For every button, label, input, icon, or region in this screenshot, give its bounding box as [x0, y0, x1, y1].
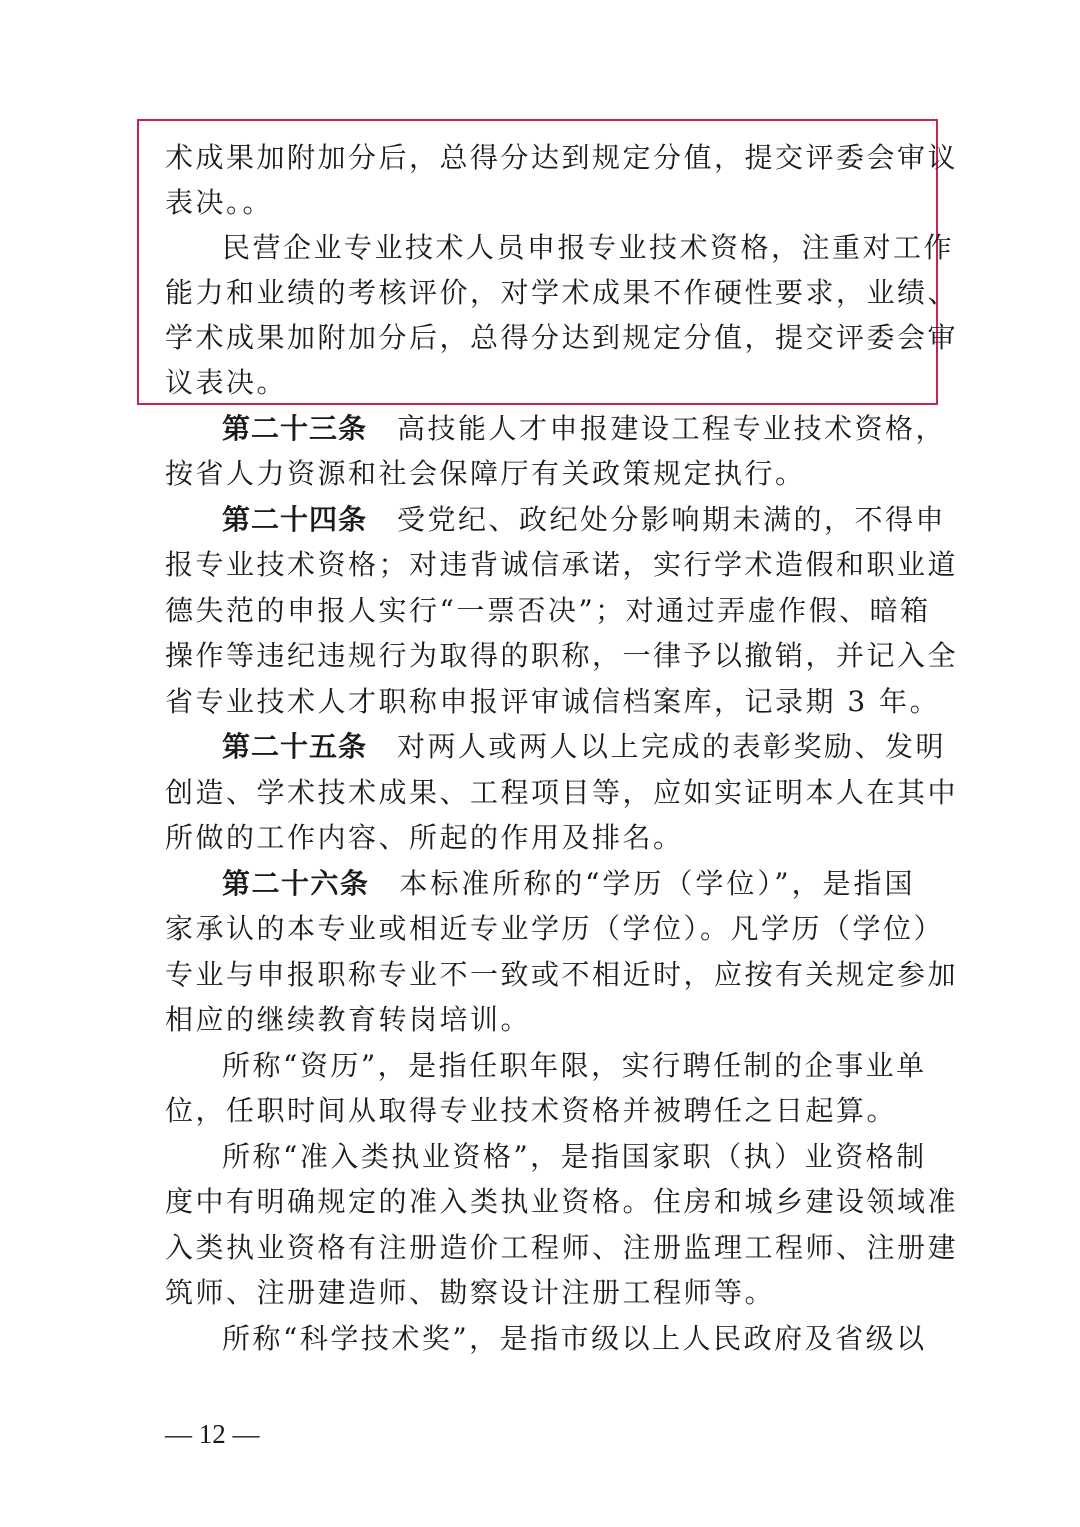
article-23-line	[222, 406, 947, 451]
text-line: 议表决。	[165, 366, 288, 399]
text-line: 德失范的申报人实行“一票否决”；对通过弄虚作假、暗箱	[165, 594, 931, 627]
article-text: 高技能人才申报建设工程专业技术资格，	[397, 412, 947, 445]
text-line: 所做的工作内容、所起的作用及排名。	[165, 821, 684, 854]
text-line: 入类执业资格有注册造价工程师、注册监理工程师、注册建	[165, 1231, 959, 1264]
text-line: 能力和业绩的考核评价，对学术成果不作硬性要求，业绩、	[165, 276, 959, 309]
text-line: 家承认的本专业或相近专业学历（学位）。凡学历（学位）	[165, 912, 945, 945]
page-number: — 12 —	[165, 1419, 260, 1449]
article-26-line	[222, 861, 915, 906]
text-line: 表决。。	[165, 186, 274, 219]
text-line: 度中有明确规定的准入类执业资格。住房和城乡建设领域准	[165, 1185, 959, 1218]
text-line: 术成果加附加分后，总得分达到规定分值，提交评委会审议	[165, 141, 959, 174]
article-text: 对两人或两人以上完成的表彰奖励、发明	[397, 730, 947, 763]
text-line: 相应的继续教育转岗培训。	[165, 1003, 532, 1036]
text-line: 所称“科学技术奖”，是指市级以上人民政府及省级以	[222, 1322, 927, 1355]
text-line: 筑师、注册建造师、勘察设计注册工程师等。	[165, 1276, 776, 1309]
article-heading: 第二十三条	[222, 412, 368, 445]
text-line: 民营企业专业技术人员申报专业技术资格，注重对工作	[222, 231, 955, 264]
text-line: 创造、学术技术成果、工程项目等，应如实证明本人在其中	[165, 776, 959, 809]
article-heading: 第二十四条	[222, 503, 368, 536]
article-24-line	[222, 497, 947, 542]
article-heading: 第二十六条	[222, 867, 370, 900]
text-line: 按省人力资源和社会保障厅有关政策规定执行。	[165, 457, 806, 490]
article-text: 受党纪、政纪处分影响期未满的，不得申	[397, 503, 947, 536]
text-line: 专业与申报职称专业不一致或不相近时，应按有关规定参加	[165, 958, 959, 991]
article-25-line	[222, 724, 947, 769]
text-line: 位，任职时间从取得专业技术资格并被聘任之日起算。	[165, 1094, 898, 1127]
article-text: 本标准所称的“学历（学位）”，是指国	[399, 867, 915, 900]
text-line: 所称“准入类执业资格”，是指国家职（执）业资格制	[222, 1140, 927, 1173]
text-line: 学术成果加附加分后，总得分达到规定分值，提交评委会审	[165, 321, 959, 354]
text-line: 操作等违纪违规行为取得的职称，一律予以撤销，并记入全	[165, 639, 959, 672]
text-line: 省专业技术人才职称申报评审诚信档案库，记录期 3 年。	[165, 685, 941, 718]
text-line: 所称“资历”，是指任职年限，实行聘任制的企事业单	[222, 1049, 927, 1082]
article-heading: 第二十五条	[222, 730, 368, 763]
text-line: 报专业技术资格；对违背诚信承诺，实行学术造假和职业道	[165, 548, 959, 581]
